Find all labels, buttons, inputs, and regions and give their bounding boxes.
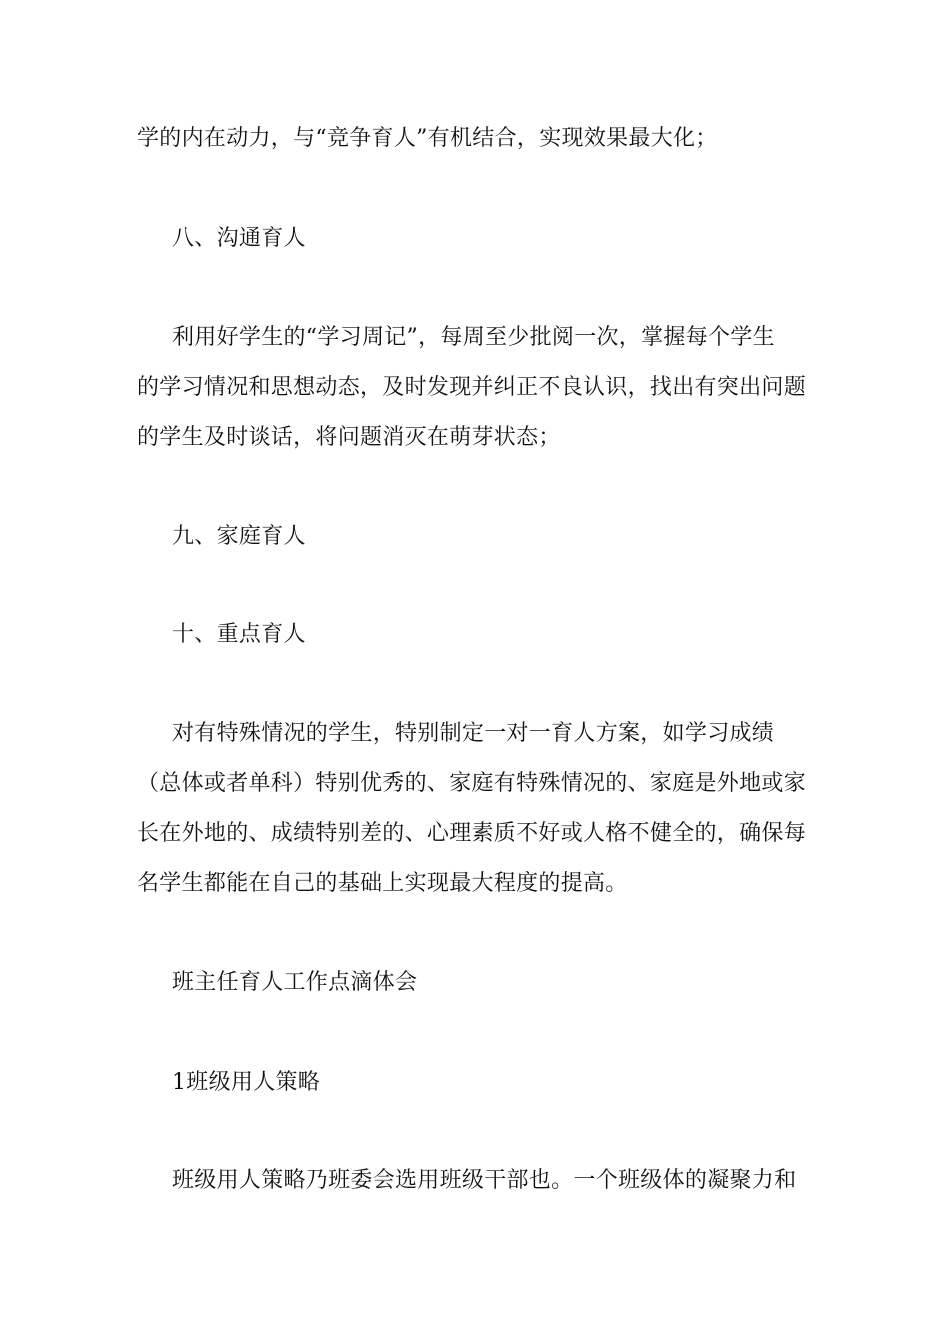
paragraph-line: 长在外地的、成绩特别差的、心理素质不好或人格不健全的，确保每: [137, 821, 807, 846]
section-heading-9: 九、家庭育人: [172, 524, 306, 549]
section-heading-10: 十、重点育人: [172, 622, 306, 647]
paragraph-line: 名学生都能在自己的基础上实现最大程度的提高。: [137, 871, 628, 896]
paragraph-line: 班级用人策略乃班委会选用班级干部也。一个班级体的凝聚力和: [172, 1168, 797, 1193]
article-title: 班主任育人工作点滴体会: [172, 970, 418, 995]
subsection-heading: 1班级用人策略: [172, 1070, 321, 1095]
paragraph-line: 对有特殊情况的学生，特别制定一对一育人方案，如学习成绩: [172, 721, 775, 746]
paragraph-line: 的学生及时谈话，将问题消灭在萌芽状态；: [137, 425, 561, 450]
section-heading-8: 八、沟通育人: [172, 226, 306, 251]
paragraph-line: 利用好学生的“学习周记”，每周至少批阅一次，掌握每个学生: [172, 325, 775, 350]
paragraph-line: 学的内在动力，与“竞争育人”有机结合，实现效果最大化；: [137, 126, 718, 151]
paragraph-line: （总体或者单科）特别优秀的、家庭有特殊情况的、家庭是外地或家: [137, 771, 807, 796]
paragraph-line: 的学习情况和思想动态，及时发现并纠正不良认识，找出有突出问题: [137, 375, 807, 400]
